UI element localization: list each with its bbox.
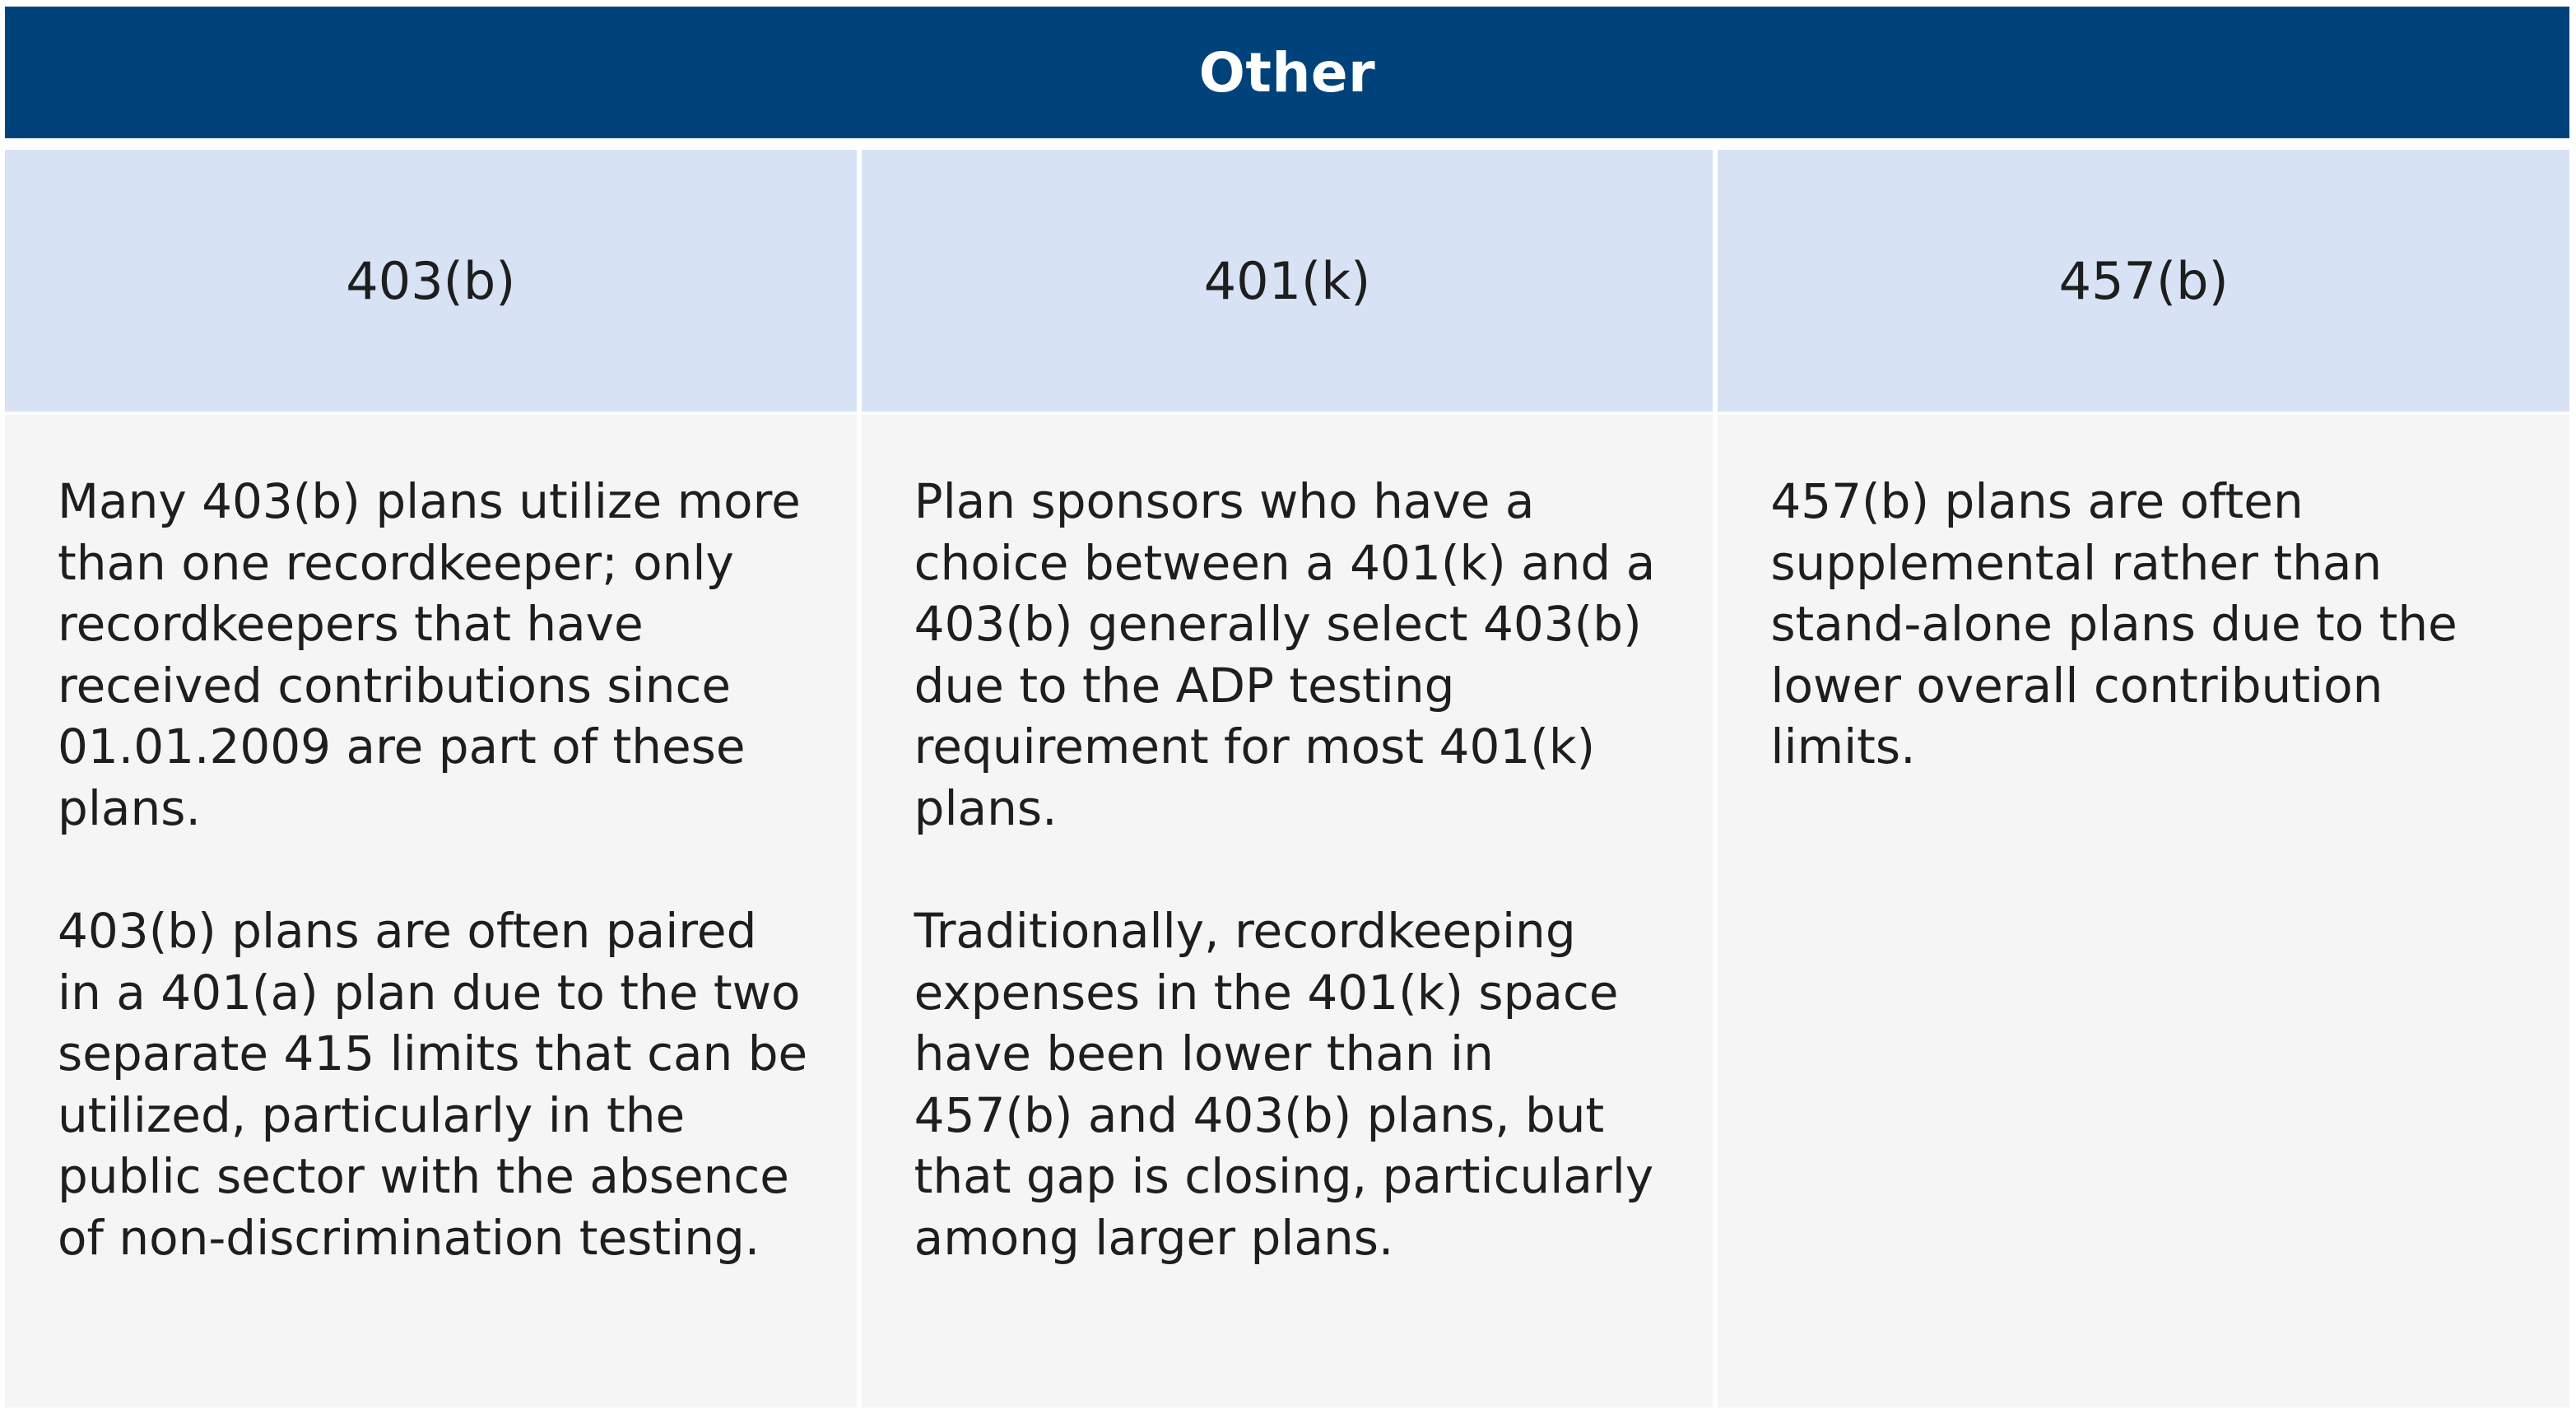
table-title: Other [5,7,2569,138]
column-header-457b: 457(b) [1718,150,2569,412]
cell-401k-paragraph-2: Traditionally, recordkeeping expenses in the 401(k) space have been lower than in 457(b) and 403(b) plans, but that gap is closing, particularly among larger plans. [914,903,1654,1266]
cell-403b-paragraph-1: Many 403(b) plans utilize more than one recordkeeper; only recordkeepers that have received contributions since 01.01.2009 are part of these plans. [58,473,801,836]
column-header-401k: 401(k) [862,150,1713,412]
cell-457b [1718,415,2569,1407]
column-header-row [5,150,2569,412]
column-header-403b: 403(b) [5,150,857,412]
comparison-table [5,7,2569,1407]
cell-457b-paragraph-1: 457(b) plans are often supplemental rather than stand-alone plans due to the lower overall contribution limits. [1770,473,2457,774]
table-body-row [5,415,2569,1407]
cell-401k [862,415,1713,1407]
cell-403b-paragraph-2: 403(b) plans are often paired in a 401(a) plan due to the two separate 415 limits that can be utilized, particularly in the public sector with the absence of non-discrimination testing. [58,903,808,1266]
cell-401k-paragraph-1: Plan sponsors who have a choice between a 401(k) and a 403(b) generally select 403(b) due to the ADP testing requirement for most 401(k) plans. [914,473,1656,836]
cell-403b [5,415,857,1407]
